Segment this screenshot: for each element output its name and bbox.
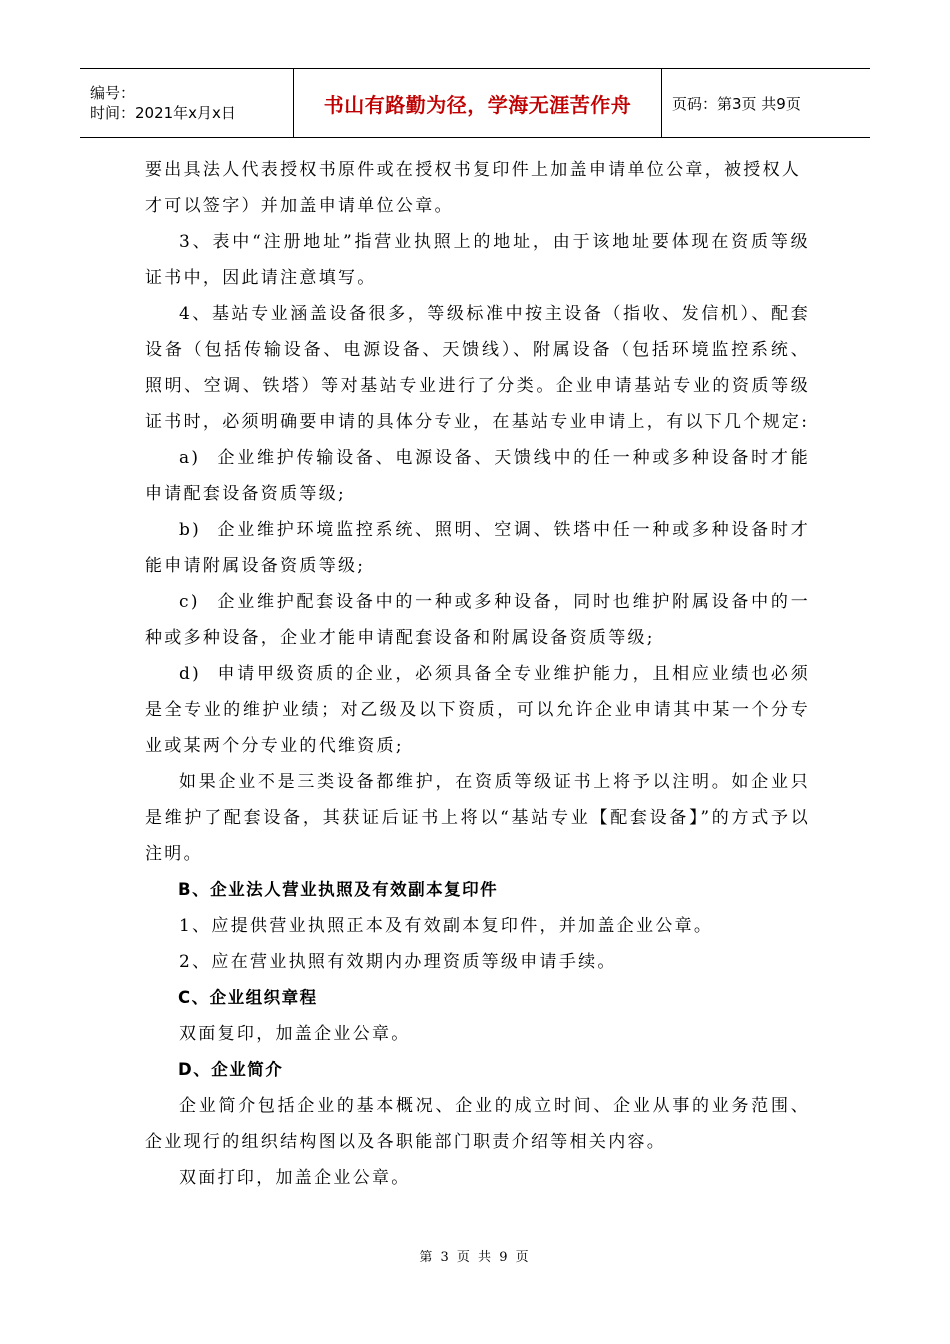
header-motto: 书山有路勤为径，学海无涯苦作舟	[323, 92, 632, 117]
section-heading-c: C、企业组织章程	[178, 988, 318, 1007]
list-item-c	[145, 584, 810, 656]
paragraph-authorization-line2: 才可以签字）并加盖申请单位公章。	[145, 196, 454, 216]
list-item-b	[145, 512, 810, 584]
list-item-d-text: 申请甲级资质的企业，必须具备全专业维护能力，且相应业绩也必须是全专业的维护业绩；对乙级及以下资质，可以允许企业申请其中某一个分专业或某两个分专业的代维资质;	[145, 664, 810, 756]
page-footer: 第 3 页 共 9 页	[419, 1250, 531, 1265]
list-item-c-text: 企业维护配套设备中的一种或多种设备，同时也维护附属设备中的一种或多种设备，企业才能申请配套设备和附属设备资质等级;	[145, 592, 810, 648]
section-heading-d: D、企业简介	[178, 1060, 284, 1079]
paragraph-certificate-note: 如果企业不是三类设备都维护，在资质等级证书上将予以注明。如企业只是维护了配套设备，其获证后证书上将以“基站专业【配套设备】”的方式予以注明。	[145, 772, 810, 864]
paragraph-registered-address: 3、表中“注册地址”指营业执照上的地址，由于该地址要体现在资质等级证书中，因此请注意填写。	[145, 232, 810, 288]
document-number-label: 编号：	[90, 84, 136, 102]
paragraph-base-station: 4、基站专业涵盖设备很多，等级标准中按主设备（指收、发信机）、配套设备（包括传输设备、电源设备、天馈线）、附属设备（包括环境监控系统、照明、空调、铁塔）等对基站专业进行了分类。企业申请基站专业的资质等级证书时，必须明确要申请的具体分专业，在基站专业申请上，有以下几个规定:	[145, 304, 810, 432]
paragraph-c1: 双面复印，加盖企业公章。	[179, 1024, 411, 1044]
paragraph-d2: 双面打印，加盖企业公章。	[179, 1168, 411, 1188]
document-date-label: 时间：2021年x月x日	[90, 104, 236, 122]
list-item-b-label: b)	[179, 520, 202, 540]
document-body	[145, 152, 810, 1196]
page-header	[80, 68, 870, 138]
list-item-c-label: c)	[179, 592, 200, 612]
header-right-cell	[662, 69, 870, 137]
section-heading-b: B、企业法人营业执照及有效副本复印件	[178, 880, 499, 899]
list-item-a-text: 企业维护传输设备、电源设备、天馈线中的任一种或多种设备时才能申请配套设备资质等级;	[145, 448, 810, 504]
header-page-number: 页码：第3页 共9页	[672, 94, 801, 113]
paragraph-b2: 2、应在营业执照有效期内办理资质等级申请手续。	[179, 952, 617, 972]
list-item-a	[145, 440, 810, 512]
paragraph-authorization-line1: 要出具法人代表授权书原件或在授权书复印件上加盖申请单位公章，被授权人	[145, 160, 802, 180]
paragraph-d1: 企业简介包括企业的基本概况、企业的成立时间、企业从事的业务范围、企业现行的组织结构图以及各职能部门职责介绍等相关内容。	[145, 1096, 810, 1152]
list-item-d-label: d)	[179, 664, 202, 684]
header-motto-cell	[294, 69, 662, 137]
header-left-cell	[80, 69, 294, 137]
list-item-a-label: a)	[179, 448, 201, 468]
paragraph-b1: 1、应提供营业执照正本及有效副本复印件，并加盖企业公章。	[179, 916, 714, 936]
list-item-b-text: 企业维护环境监控系统、照明、空调、铁塔中任一种或多种设备时才能申请附属设备资质等级;	[145, 520, 810, 576]
list-item-d	[145, 656, 810, 764]
